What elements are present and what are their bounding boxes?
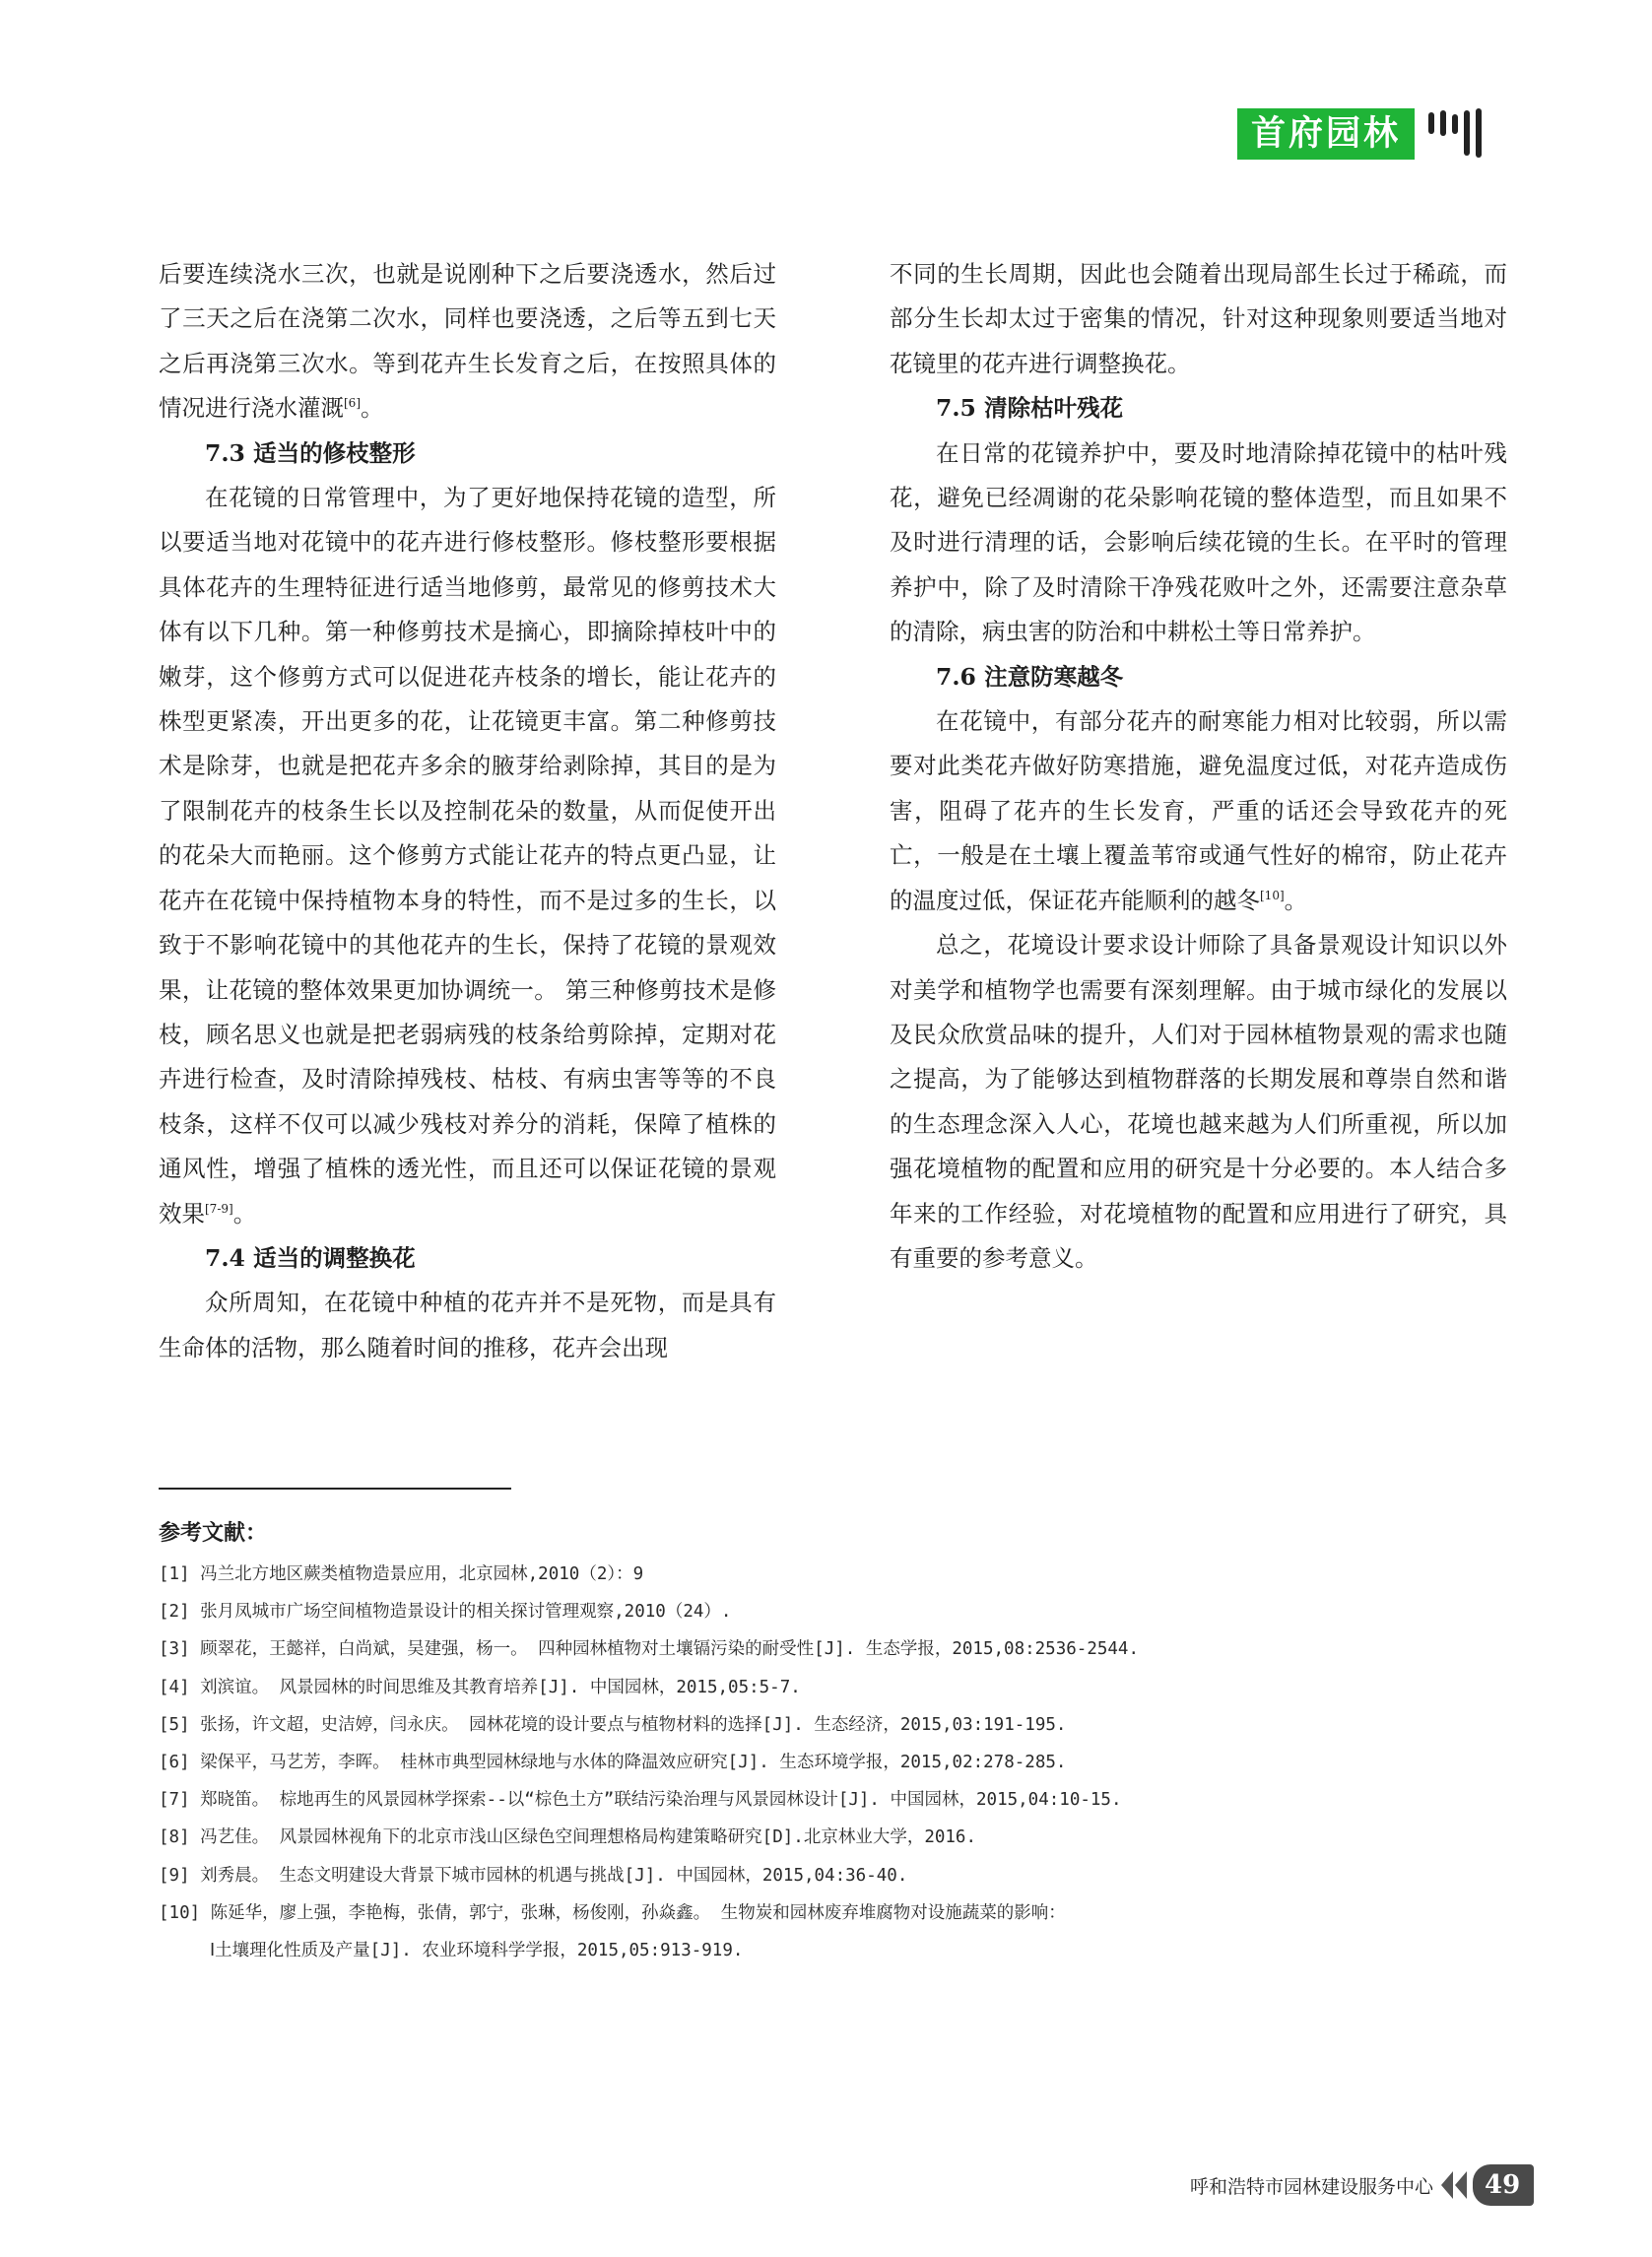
- paragraph: 在花镜的日常管理中，为了更好地保持花镜的造型，所以要适当地对花镜中的花卉进行修枝整形。修枝整形要根据具体花卉的生理特征进行适当地修剪，最常见的修剪技术大体有以下几种。第一种修剪技术是摘心，即摘除掉枝叶中的嫩芽，这个修剪方式可以促进花卉枝条的增长，能让花卉的株型更紧凑，开出更多的花，让花镜更丰富。第二种修剪技术是除芽，也就是把花卉多余的腋芽给剥除掉，其目的是为了限制花卉的枝条生长以及控制花朵的数量，从而促使开出的花朵大而艳丽。这个修剪方式能让花卉的特点更凸显，让花卉在花镜中保持植物本身的特性，而不是过多的生长，以致于不影响花镜中的其他花卉的生长，保持了花镜的景观效果，让花镜的整体效果更加协调统一。 第三种修剪技术是修枝，顾名思义也就是把老弱病残的枝条给剪除掉，定期对花卉进行检查，及时清除掉残枝、枯枝、有病虫害等等的不良枝条，这样不仅可以减少残枝对养分的消耗，保障了植株的通风性，增强了植株的透光性，而且还可以保证花镜的景观效果[7-9]。: [159, 484, 776, 1228]
- reference-item: [10] 陈延华，廖上强，李艳梅，张倩，郭宁，张琳，杨俊刚，孙焱鑫。 生物炭和园林废弃堆腐物对设施蔬菜的影响： Ⅰ土壤理化性质及产量[J]. 农业环境科学学报，2015,05:913-919.: [159, 1902, 1066, 1961]
- footer-organization: 呼和浩特市园林建设服务中心: [1190, 2175, 1434, 2198]
- section-heading-7-6: 7.6 注意防寒越冬: [936, 662, 1124, 691]
- chevron-left-icon: [1441, 2171, 1453, 2199]
- references-title: 参考文献：: [159, 1521, 268, 1546]
- paragraph: 众所周知，在花镜中种植的花卉并不是死物，而是具有生命体的活物，那么随着时间的推移，花卉会出现: [159, 1289, 776, 1361]
- footnote-rule: [159, 1488, 511, 1490]
- section-heading-7-5: 7.5 清除枯叶残花: [936, 394, 1124, 423]
- paragraph: 总之，花境设计要求设计师除了具备景观设计知识以外对美学和植物学也需要有深刻理解。由于城市绿化的发展以及民众欣赏品味的提升，人们对于园林植物景观的需求也随之提高，为了能够达到植物群落的长期发展和尊崇自然和谐的生态理念深入人心，花境也越来越为人们所重视，所以加强花境植物的配置和应用的研究是十分必要的。本人结合多年来的工作经验，对花境植物的配置和应用进行了研究，具有重要的参考意义。: [890, 931, 1507, 1272]
- reference-item: [7] 郑晓笛。 棕地再生的风景园林学探索--以“棕色土方”联结污染治理与风景园林设计[J]. 中国园林，2015,04:10-15.: [159, 1790, 1122, 1811]
- paragraph: 后要连续浇水三次，也就是说刚种下之后要浇透水，然后过了三天之后在浇第二次水，同样也要浇透，之后等五到七天之后再浇第三次水。等到花卉生长发育之后，在按照具体的情况进行浇水灌溉[6]。: [159, 260, 776, 423]
- page-number: 49: [1473, 2164, 1534, 2206]
- masthead: [1237, 108, 1482, 160]
- paragraph: 在花镜中，有部分花卉的耐寒能力相对比较弱，所以需要对此类花卉做好防寒措施，避免温度过低，对花卉造成伤害，阻碍了花卉的生长发育，严重的话还会导致花卉的死亡，一般是在土壤上覆盖苇帘或通气性好的棉帘，防止花卉的温度过低，保证花卉能顺利的越冬[10]。: [890, 707, 1507, 914]
- reference-item: [9] 刘秀晨。 生态文明建设大背景下城市园林的机遇与挑战[J]. 中国园林，2015,04:36-40.: [159, 1865, 908, 1886]
- reference-item: [6] 梁保平，马艺芳，李晖。 桂林市典型园林绿地与水体的降温效应研究[J]. 生态环境学报，2015,02:278-285.: [159, 1753, 1067, 1773]
- mongolian-script-logo-icon: [1428, 108, 1482, 160]
- section-heading-7-4: 7.4 适当的调整换花: [205, 1243, 416, 1272]
- reference-item: [4] 刘滨谊。 风景园林的时间思维及其教育培养[J]. 中国园林，2015,05:5-7.: [159, 1677, 801, 1697]
- reference-list: [159, 1556, 1538, 1969]
- journal-logo: 首府园林: [1237, 108, 1415, 160]
- citation: [10]: [1260, 888, 1285, 902]
- paragraph: 不同的生长周期，因此也会随着出现局部生长过于稀疏，而部分生长却太过于密集的情况，针对这种现象则要适当地对花镜里的花卉进行调整换花。: [890, 260, 1507, 377]
- left-column: [159, 252, 776, 1370]
- citation: [7-9]: [205, 1201, 233, 1216]
- reference-item: [5] 张扬，许文超，史洁婷，闫永庆。 园林花境的设计要点与植物材料的选择[J]. 生态经济，2015,03:191-195.: [159, 1714, 1067, 1735]
- references-section: [159, 1512, 1538, 1969]
- reference-item: [8] 冯艺佳。 风景园林视角下的北京市浅山区绿色空间理想格局构建策略研究[D].北京林业大学，2016.: [159, 1827, 976, 1848]
- reference-item: [2] 张月凤城市广场空间植物造景设计的相关探讨管理观察,2010（24）.: [159, 1602, 732, 1623]
- section-heading-7-3: 7.3 适当的修枝整形: [205, 438, 416, 467]
- reference-item: [3] 顾翠花，王懿祥，白尚斌，吴建强，杨一。 四种园林植物对土壤镉污染的耐受性[J]. 生态学报，2015,08:2536-2544.: [159, 1639, 1140, 1660]
- chevron-left-icon: [1455, 2171, 1467, 2199]
- right-column: [890, 252, 1507, 1281]
- page-footer: [1190, 2160, 1534, 2210]
- paragraph: 在日常的花镜养护中，要及时地清除掉花镜中的枯叶残花，避免已经凋谢的花朵影响花镜的整体造型，而且如果不及时进行清理的话，会影响后续花镜的生长。在平时的管理养护中，除了及时清除干净残花败叶之外，还需要注意杂草的清除，病虫害的防治和中耕松土等日常养护。: [890, 438, 1507, 646]
- citation: [6]: [344, 396, 361, 411]
- reference-item: [1] 冯兰北方地区蕨类植物造景应用，北京园林,2010（2）：9: [159, 1564, 644, 1584]
